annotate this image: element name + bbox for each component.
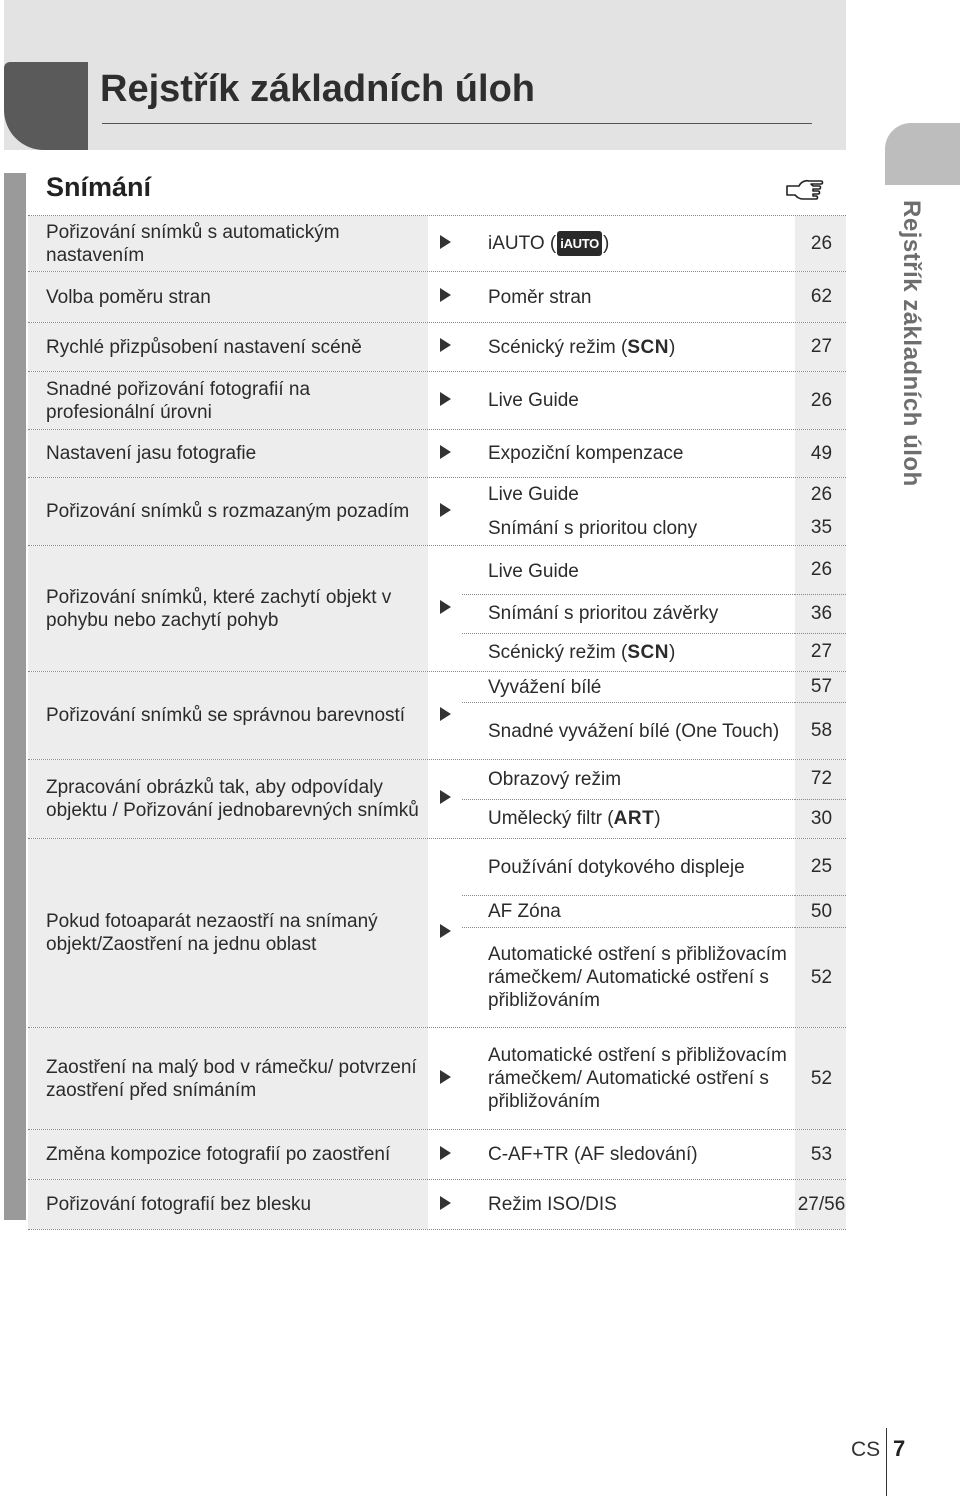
reference-entry	[462, 760, 795, 799]
page-reference: 52	[795, 927, 846, 1027]
reference-label: Automatické ostření s přibližovacím rámečkem/ Automatické ostření s přibližováním	[488, 944, 787, 1011]
reference-list	[462, 546, 795, 671]
page-reference: 72	[810, 768, 833, 790]
reference-label: Režim ISO/DIS	[488, 1194, 617, 1215]
reference-list	[462, 372, 795, 429]
reference-label: Automatické ostření s přibližovacím rámečkem/ Automatické ostření s přibližováním	[488, 1045, 787, 1112]
reference-suffix: )	[668, 641, 676, 663]
page-column	[795, 546, 846, 671]
reference-label: Snadné vyvážení bílé (One Touch)	[488, 720, 780, 742]
page-reference: 26	[810, 389, 833, 411]
mode-label: ART	[613, 808, 655, 830]
task-description: Pořizování snímků se správnou barevností	[28, 672, 428, 759]
page-reference: 26	[810, 559, 833, 580]
reference-list	[462, 1028, 795, 1129]
table-row	[28, 216, 846, 272]
arrow-right-icon	[428, 839, 462, 1027]
reference-label: Scénický režim (	[488, 641, 628, 663]
reference-label: Vyvážení bílé	[488, 676, 602, 698]
section-title: Snímání	[46, 172, 152, 202]
reference-entry	[462, 1180, 795, 1229]
page-reference: 62	[810, 286, 833, 307]
arrow-right-icon	[428, 760, 462, 838]
page-column	[795, 760, 846, 838]
table-row	[28, 839, 846, 1028]
table-row	[28, 760, 846, 839]
reference-label: Obrazový režim	[488, 768, 622, 790]
reference-entry	[462, 430, 795, 477]
section-side-bar	[4, 173, 26, 1220]
task-description: Pořizování snímků s rozmazaným pozadím	[28, 478, 428, 545]
page-reference: 53	[810, 1143, 833, 1165]
reference-list	[462, 478, 795, 545]
arrow-right-icon	[428, 478, 462, 545]
task-description: Zpracování obrázků tak, aby odpovídaly objektu / Pořizování jednobarevných snímků	[28, 760, 428, 838]
reference-list	[462, 1130, 795, 1179]
table-row	[28, 430, 846, 478]
reference-entry	[462, 216, 795, 271]
table-row	[28, 546, 846, 672]
page-reference: 57	[810, 676, 833, 697]
page-column	[795, 839, 846, 1027]
reference-label: Snímání s prioritou clony	[488, 517, 698, 539]
task-description: Snadné pořizování fotografií na profesionální úrovni	[28, 372, 428, 429]
page-column	[795, 216, 846, 271]
reference-entry	[462, 895, 795, 927]
arrow-right-icon	[428, 272, 462, 322]
arrow-right-icon	[428, 1028, 462, 1129]
reference-entry	[462, 594, 795, 633]
table-row	[28, 272, 846, 323]
page-reference: 30	[795, 799, 846, 839]
reference-suffix: )	[668, 336, 676, 358]
page-column	[795, 1130, 846, 1179]
page-reference: 50	[795, 895, 846, 927]
reference-label: Scénický režim (	[488, 336, 628, 358]
reference-list	[462, 216, 795, 271]
page-column	[795, 323, 846, 371]
reference-label: C-AF+TR (AF sledování)	[488, 1144, 698, 1165]
table-row	[28, 478, 846, 546]
arrow-right-icon	[428, 546, 462, 671]
table-row	[28, 1028, 846, 1130]
reference-list	[462, 272, 795, 322]
task-description: Rychlé přizpůsobení nastavení scéně	[28, 323, 428, 371]
reference-entry	[462, 272, 795, 322]
page-reference: 35	[810, 517, 833, 539]
task-description: Zaostření na malý bod v rámečku/ potvrzení zaostření před snímáním	[28, 1028, 428, 1129]
page-column	[795, 372, 846, 429]
side-index-tab	[885, 123, 960, 185]
arrow-right-icon	[428, 1130, 462, 1179]
page-reference: 26	[810, 483, 833, 505]
reference-entry	[462, 1130, 795, 1179]
footer-divider	[886, 1428, 887, 1496]
mode-label: SCN	[627, 336, 669, 358]
task-description: Pořizování snímků, které zachytí objekt v pohybu nebo zachytí pohyb	[28, 546, 428, 671]
reference-list	[462, 323, 795, 371]
table-row	[28, 1130, 846, 1180]
title-underline	[102, 123, 812, 124]
task-description: Pokud fotoaparát nezaostří na snímaný objekt/Zaostření na jednu oblast	[28, 839, 428, 1027]
task-description: Pořizování snímků s automatickým nastavením	[28, 216, 428, 271]
reference-entry	[462, 372, 795, 429]
footer-language: CS	[851, 1438, 881, 1461]
page-reference: 52	[810, 1067, 833, 1089]
reference-entry	[462, 799, 795, 839]
page-reference: 26	[810, 232, 833, 254]
task-description: Nastavení jasu fotografie	[28, 430, 428, 477]
reference-entry	[462, 839, 795, 895]
reference-label: Expoziční kompenzace	[488, 443, 684, 464]
pointing-hand-icon	[785, 176, 825, 204]
reference-entry	[462, 512, 795, 546]
reference-entry	[462, 672, 795, 702]
page-number: 7	[893, 1436, 906, 1461]
page-reference: 27/56	[797, 1193, 846, 1215]
task-description: Změna kompozice fotografií po zaostření	[28, 1130, 428, 1179]
side-index-label: Rejstřík základních úloh	[898, 200, 925, 487]
reference-suffix: )	[654, 808, 661, 830]
reference-list	[462, 430, 795, 477]
page-column	[795, 430, 846, 477]
reference-label: Live Guide	[488, 561, 579, 582]
arrow-right-icon	[428, 430, 462, 477]
reference-suffix: )	[602, 233, 610, 254]
arrow-right-icon	[428, 216, 462, 271]
page-reference: 25	[810, 856, 833, 877]
reference-label: AF Zóna	[488, 901, 561, 922]
reference-label: Live Guide	[488, 484, 579, 506]
iauto-mode-badge: iAUTO	[557, 231, 602, 256]
reference-list	[462, 839, 795, 1027]
page-reference: 27	[810, 336, 833, 357]
reference-entry	[462, 546, 795, 594]
reference-list	[462, 1180, 795, 1229]
table-row	[28, 1180, 846, 1230]
reference-entry	[462, 1028, 795, 1129]
reference-label: Používání dotykového displeje	[488, 856, 745, 878]
task-description: Pořizování fotografií bez blesku	[28, 1180, 428, 1229]
page-column	[795, 672, 846, 759]
reference-entry	[462, 633, 795, 672]
arrow-right-icon	[428, 323, 462, 371]
reference-entry	[462, 323, 795, 371]
reference-label: Live Guide	[488, 390, 579, 411]
page-reference: 36	[795, 594, 846, 633]
table-row	[28, 372, 846, 430]
table-row	[28, 323, 846, 372]
reference-label: iAUTO (	[488, 233, 557, 254]
arrow-right-icon	[428, 372, 462, 429]
page-reference: 49	[810, 442, 833, 464]
reference-entry	[462, 478, 795, 512]
reference-list	[462, 672, 795, 759]
reference-label: Snímání s prioritou závěrky	[488, 603, 719, 625]
reference-list	[462, 760, 795, 838]
page-column	[795, 478, 846, 545]
page-reference: 27	[795, 633, 846, 672]
page-column	[795, 1028, 846, 1129]
page-reference: 58	[795, 702, 846, 759]
mode-label: SCN	[627, 641, 669, 663]
task-description: Volba poměru stran	[28, 272, 428, 322]
page-title: Rejstřík základních úloh	[100, 68, 535, 110]
page-column	[795, 272, 846, 322]
reference-label: Umělecký filtr (	[488, 808, 614, 830]
reference-entry	[462, 702, 795, 759]
page-column	[795, 1180, 846, 1229]
arrow-right-icon	[428, 1180, 462, 1229]
reference-entry	[462, 927, 795, 1027]
arrow-right-icon	[428, 672, 462, 759]
task-table	[28, 215, 846, 1230]
reference-label: Poměr stran	[488, 286, 592, 308]
header-tab-decoration	[4, 62, 88, 150]
table-row	[28, 672, 846, 760]
